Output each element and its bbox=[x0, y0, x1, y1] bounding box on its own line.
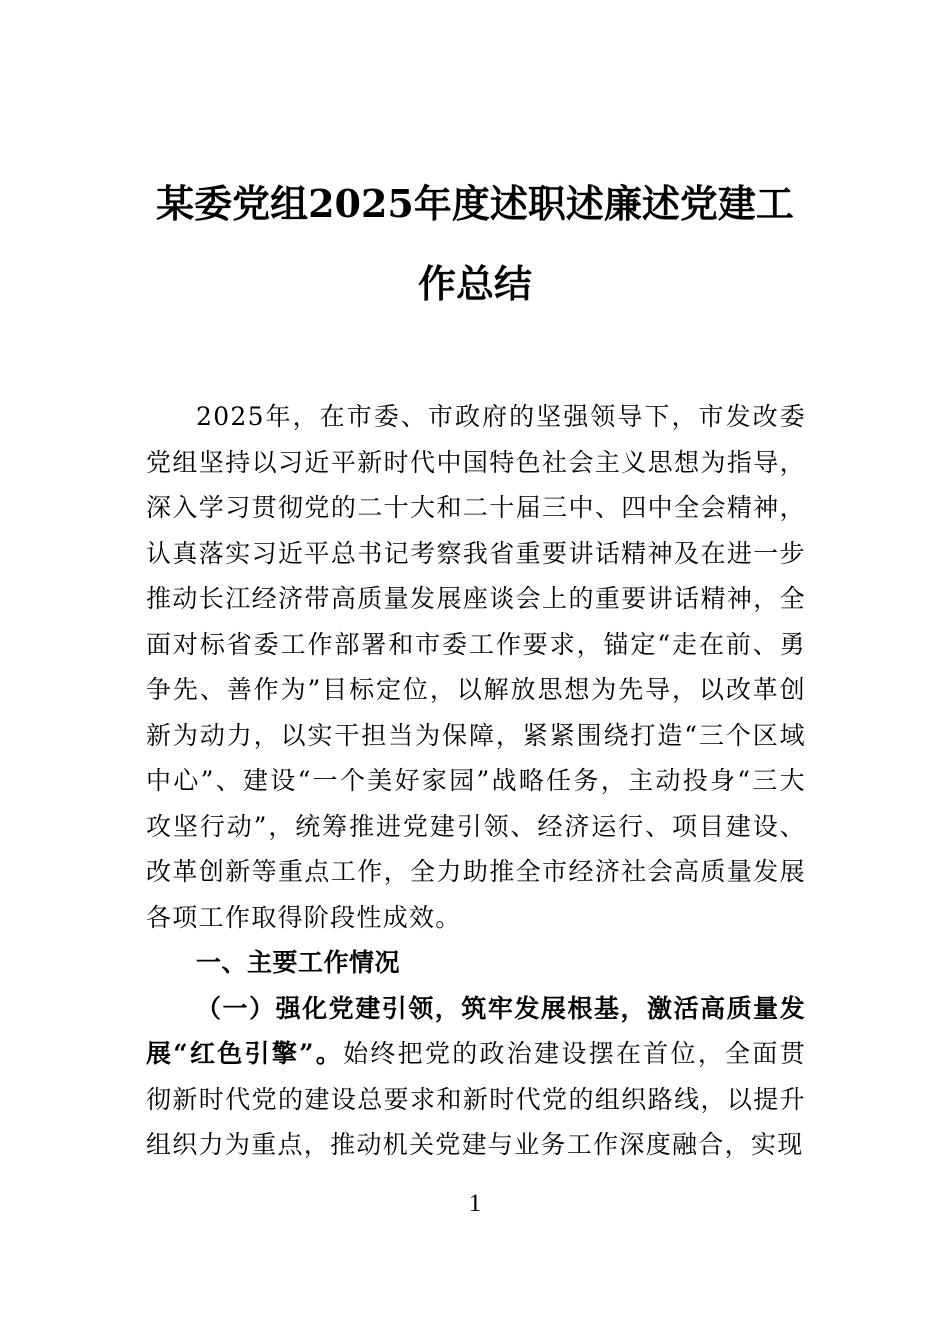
subsection-heading: （一）强化党建引领，筑牢发展根基，激活高质量发展“红色引擎”。 bbox=[146, 993, 806, 1068]
page-number: 1 bbox=[468, 1190, 482, 1217]
subsection-paragraph bbox=[146, 986, 806, 1168]
intro-paragraph: 2025年，在市委、市政府的坚强领导下，市发改委党组坚持以习近平新时代中国特色社会主义思想为指导，深入学习贯彻党的二十大和二十届三中、四中全会精神，认真落实习近平总书记考察我省重要讲话精神及在进一步推动长江经济带高质量发展座谈会上的重要讲话精神，全面对标省委工作部署和市委工作要求，锚定“走在前、勇争先、善作为”目标定位，以解放思想为先导，以改革创新为动力，以实干担当为保障，紧紧围绕打造“三个区域中心”、建设“一个美好家园”战略任务，主动投身“三大攻坚行动”，统筹推进党建引领、经济运行、项目建设、改革创新等重点工作，全力助推全市经济社会高质量发展各项工作取得阶段性成效。 bbox=[146, 402, 806, 932]
document-title: 某委党组2025年度述职述廉述党建工作总结 bbox=[156, 181, 794, 306]
subsection-text: 始终把党的政治建设摆在首位，全面贯彻新时代党的建设总要求和新时代党的组织路线，以提升组织力为重点，推动机关党建与业务工作深度融合，实现 bbox=[146, 1039, 806, 1159]
section-heading: 一、主要工作情况 bbox=[196, 948, 401, 977]
document-body bbox=[146, 394, 806, 1168]
